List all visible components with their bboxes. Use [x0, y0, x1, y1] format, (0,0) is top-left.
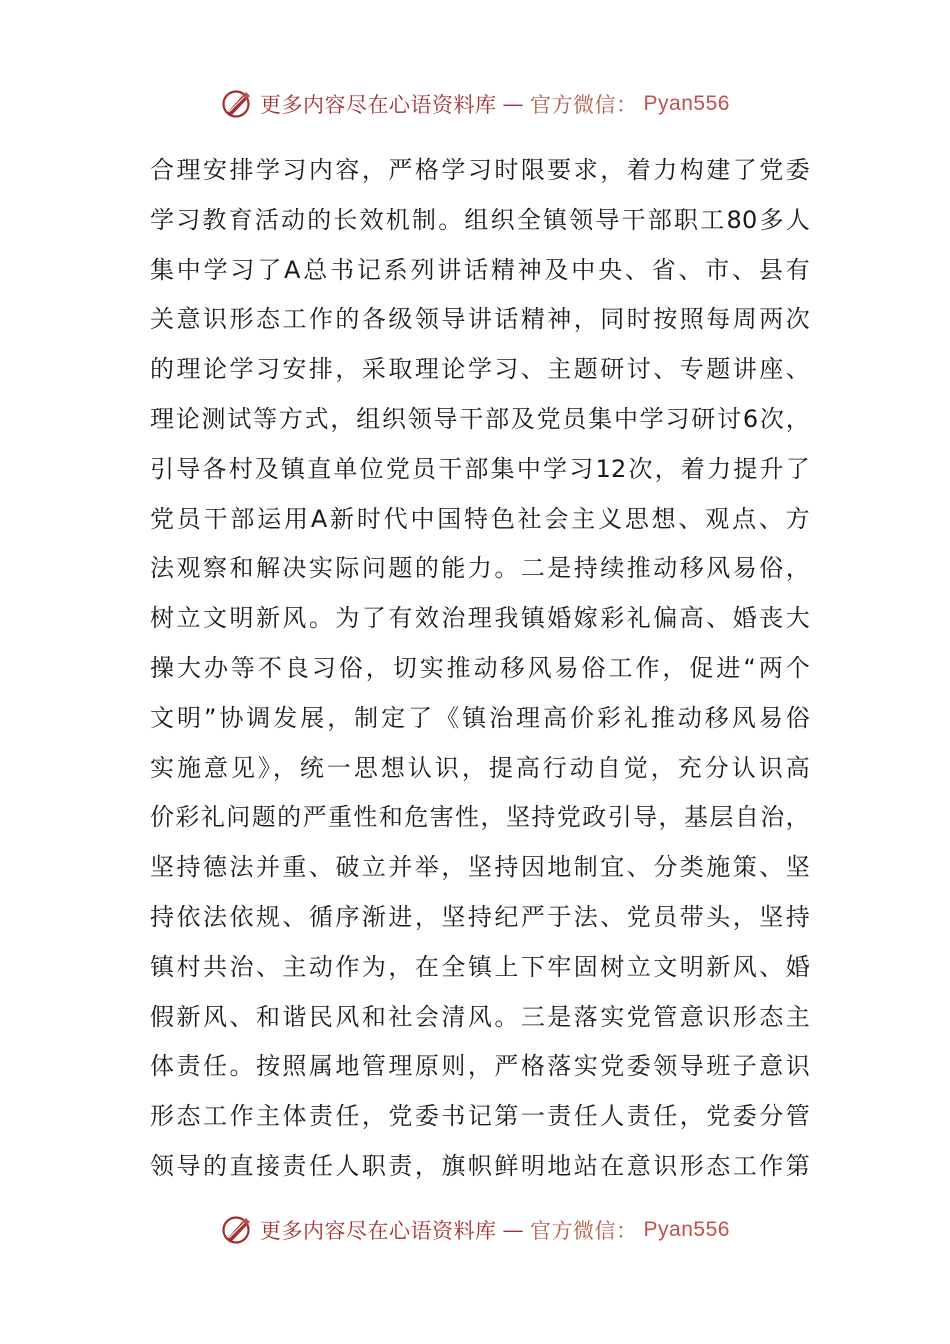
text-line: 操大办等不良习俗，切实推动移风易俗工作，促进“两个: [150, 653, 810, 682]
footer-banner: [0, 1210, 950, 1250]
text-line: 树立文明新风。为了有效治理我镇婚嫁彩礼偏高、婚丧大: [150, 604, 810, 633]
footer-wechat-label: 官方微信：: [530, 1219, 638, 1243]
pen-nib-logo-icon: [220, 1213, 254, 1247]
text-line: 领导的直接责任人职责，旗帜鲜明地站在意识形态工作第: [150, 1151, 810, 1180]
text-line: 假新风、和谐民风和社会清风。三是落实党管意识形态主: [150, 1002, 810, 1031]
text-line: 持依法依规、循序渐进，坚持纪严于法、党员带头，坚持: [150, 902, 810, 931]
body-paragraph: [150, 146, 810, 1192]
text-line: 合理安排学习内容，严格学习时限要求，着力构建了党委: [150, 156, 810, 184]
text-line: 引导各村及镇直单位党员干部集中学习12次，着力提升了: [150, 454, 810, 483]
footer-banner-text: 更多内容尽在心语资料库: [260, 1219, 497, 1243]
header-wechat-label: 官方微信：: [530, 93, 638, 117]
header-wechat-id: Pyan556: [643, 92, 730, 115]
text-line: 学习教育活动的长效机制。组织全镇领导干部职工80多人: [150, 205, 810, 234]
text-line: 法观察和解决实际问题的能力。二是持续推动移风易俗，: [150, 554, 810, 583]
header-banner-text: 更多内容尽在心语资料库: [260, 93, 497, 117]
text-line: 镇村共治、主动作为，在全镇上下牢固树立文明新风、婚: [150, 952, 810, 981]
header-banner: [0, 84, 950, 124]
header-dash: —: [502, 92, 525, 116]
footer-dash: —: [502, 1218, 525, 1242]
text-line: 理论测试等方式，组织领导干部及党员集中学习研讨6次，: [150, 404, 810, 433]
text-line: 文明”协调发展，制定了《镇治理高价彩礼推动移风易俗: [150, 703, 810, 732]
text-line: 集中学习了A总书记系列讲话精神及中央、省、市、县有: [150, 255, 810, 284]
text-line: 实施意见》，统一思想认识，提高行动自觉，充分认识高: [150, 753, 810, 782]
pen-nib-logo-icon: [220, 87, 254, 121]
text-line: 价彩礼问题的严重性和危害性，坚持党政引导，基层自治，: [150, 803, 810, 832]
text-line: 的理论学习安排，采取理论学习、主题研讨、专题讲座、: [150, 355, 810, 384]
text-line: 体责任。按照属地管理原则，严格落实党委领导班子意识: [150, 1052, 810, 1081]
footer-wechat-id: Pyan556: [643, 1218, 730, 1241]
text-line: 党员干部运用A新时代中国特色社会主义思想、观点、方: [150, 504, 810, 533]
text-line: 坚持德法并重、破立并举，坚持因地制宜、分类施策、坚: [150, 853, 810, 882]
text-line: 关意识形态工作的各级领导讲话精神，同时按照每周两次: [150, 305, 810, 334]
text-line: 形态工作主体责任，党委书记第一责任人责任，党委分管: [150, 1102, 810, 1131]
